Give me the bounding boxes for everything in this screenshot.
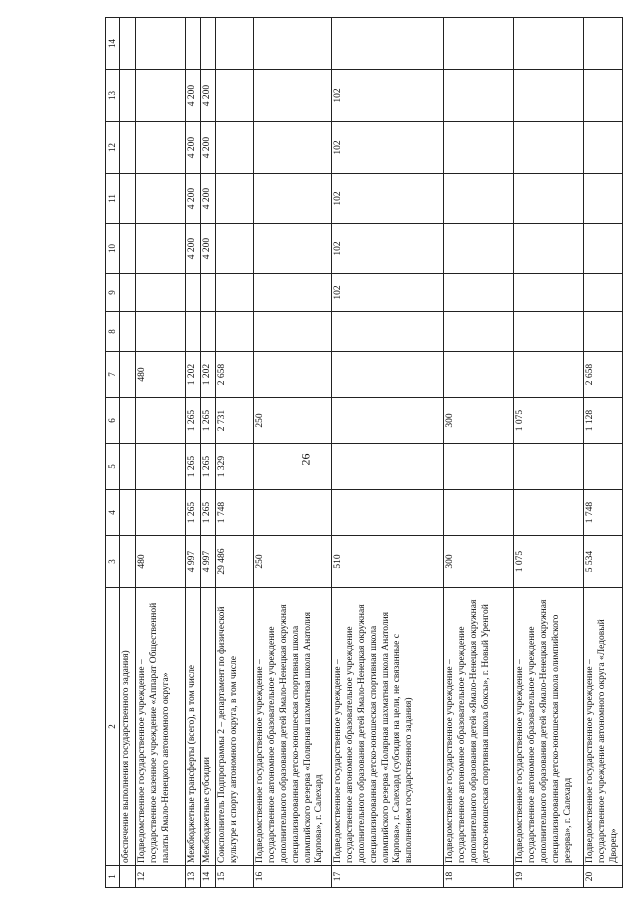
value-cell <box>120 312 136 352</box>
value-cell: 1 265 <box>186 490 201 536</box>
row-name-cell: Подведомственное государственное учреждение – государственное автономное образовательное учреждение дополнительного образования детей «Ямало-Ненецкая окружная детско-юношеская спортивная школа боксы», г. Новый Уренгой <box>444 588 514 866</box>
value-cell <box>514 490 584 536</box>
table-row <box>444 18 514 888</box>
value-cell: 102 <box>332 274 444 312</box>
value-cell <box>120 490 136 536</box>
value-cell <box>444 224 514 274</box>
value-cell <box>514 70 584 122</box>
value-cell: 1 265 <box>201 490 216 536</box>
value-cell: 1 128 <box>584 398 623 444</box>
table-row <box>201 18 216 888</box>
value-cell <box>136 312 186 352</box>
col-header: 5 <box>106 444 120 490</box>
table-row <box>514 18 584 888</box>
value-cell: 4 200 <box>186 122 201 174</box>
col-header: 14 <box>106 18 120 70</box>
value-cell <box>254 444 332 490</box>
value-cell <box>254 274 332 312</box>
value-cell <box>254 224 332 274</box>
value-cell <box>514 18 584 70</box>
value-cell <box>332 490 444 536</box>
value-cell <box>254 490 332 536</box>
value-cell <box>136 398 186 444</box>
value-cell <box>514 224 584 274</box>
value-cell <box>444 122 514 174</box>
value-cell <box>120 122 136 174</box>
value-cell: 1 075 <box>514 536 584 588</box>
value-cell <box>216 224 254 274</box>
table-row <box>216 18 254 888</box>
value-cell <box>136 122 186 174</box>
value-cell <box>444 274 514 312</box>
value-cell <box>216 312 254 352</box>
value-cell <box>514 174 584 224</box>
value-cell <box>216 122 254 174</box>
value-cell <box>120 174 136 224</box>
value-cell <box>514 444 584 490</box>
row-name-cell: Межбюджетные субсидии <box>201 588 216 866</box>
value-cell: 480 <box>136 352 186 398</box>
table-row <box>136 18 186 888</box>
value-cell <box>444 312 514 352</box>
value-cell: 4 200 <box>201 174 216 224</box>
value-cell: 4 997 <box>186 536 201 588</box>
value-cell <box>332 312 444 352</box>
column-number-row <box>106 18 120 888</box>
row-name-cell: Подведомственное государственное учреждение – государственное учреждение автономного округа «Ледовый Дворец» <box>584 588 623 866</box>
value-cell <box>136 274 186 312</box>
col-header: 13 <box>106 70 120 122</box>
row-number-cell: 13 <box>186 866 201 888</box>
row-name-cell: обеспечение выполнения государственного задания) <box>120 588 136 866</box>
value-cell: 1 265 <box>186 444 201 490</box>
col-header: 6 <box>106 398 120 444</box>
row-number-cell: 19 <box>514 866 584 888</box>
value-cell: 2 658 <box>584 352 623 398</box>
value-cell <box>120 536 136 588</box>
value-cell <box>216 174 254 224</box>
value-cell <box>584 122 623 174</box>
value-cell: 4 200 <box>186 70 201 122</box>
value-cell <box>120 224 136 274</box>
value-cell: 4 200 <box>186 224 201 274</box>
value-cell <box>254 174 332 224</box>
value-cell <box>120 352 136 398</box>
value-cell <box>444 490 514 536</box>
value-cell: 1 265 <box>201 444 216 490</box>
value-cell <box>332 18 444 70</box>
value-cell: 1 202 <box>186 352 201 398</box>
value-cell: 4 200 <box>201 224 216 274</box>
value-cell <box>136 70 186 122</box>
col-header: 1 <box>106 866 120 888</box>
value-cell: 300 <box>444 398 514 444</box>
row-name-cell: Соисполнитель Подпрограммы 2 – департамент по физической культуре и спорту автономного округа, в том числе <box>216 588 254 866</box>
value-cell <box>120 18 136 70</box>
value-cell: 4 997 <box>201 536 216 588</box>
col-header: 10 <box>106 224 120 274</box>
value-cell <box>514 274 584 312</box>
value-cell <box>136 18 186 70</box>
value-cell: 2 731 <box>216 398 254 444</box>
row-number-cell: 16 <box>254 866 332 888</box>
value-cell: 4 200 <box>201 122 216 174</box>
value-cell <box>332 352 444 398</box>
value-cell <box>120 70 136 122</box>
value-cell: 1 075 <box>514 398 584 444</box>
row-number-cell: 18 <box>444 866 514 888</box>
value-cell <box>136 224 186 274</box>
value-cell <box>444 352 514 398</box>
table-row <box>120 18 136 888</box>
value-cell: 5 534 <box>584 536 623 588</box>
value-cell <box>120 274 136 312</box>
value-cell <box>120 444 136 490</box>
value-cell <box>332 444 444 490</box>
value-cell <box>254 122 332 174</box>
row-number-cell: 14 <box>201 866 216 888</box>
value-cell <box>584 224 623 274</box>
col-header: 7 <box>106 352 120 398</box>
value-cell <box>186 274 201 312</box>
value-cell: 102 <box>332 122 444 174</box>
row-name-cell: Подведомственное государственное учреждение – государственное автономное образовательное учреждение дополнительного образования детей Ямало-Ненецкая окружная специализированная детско-юношеская спортивная школа олимпийского резерва «Полярная шахматная школа Анатолия Карпова», г. Салехард (субсидия на цели, не связанные с выполнением государственного задания) <box>332 588 444 866</box>
value-cell <box>216 274 254 312</box>
col-header: 3 <box>106 536 120 588</box>
value-cell: 1 748 <box>216 490 254 536</box>
col-header: 2 <box>106 588 120 866</box>
value-cell: 2 658 <box>216 352 254 398</box>
row-name-cell: Подведомственное государственное учреждение – государственное автономное образовательное учреждение дополнительного образования детей Ямало-Ненецкая окружная специализированная детско-юношеская спортивная школа олимпийского резерва «Полярная шахматная школа Анатолия Карпова», г. Салехард <box>254 588 332 866</box>
col-header: 12 <box>106 122 120 174</box>
value-cell <box>584 18 623 70</box>
col-header: 4 <box>106 490 120 536</box>
value-cell <box>254 18 332 70</box>
value-cell <box>332 398 444 444</box>
table-body <box>120 18 622 888</box>
value-cell: 250 <box>254 536 332 588</box>
value-cell: 102 <box>332 70 444 122</box>
value-cell <box>254 312 332 352</box>
value-cell <box>201 312 216 352</box>
value-cell <box>444 70 514 122</box>
page-number: 26 <box>298 453 313 466</box>
value-cell <box>136 174 186 224</box>
value-cell <box>514 122 584 174</box>
value-cell <box>216 18 254 70</box>
value-cell: 1 265 <box>186 398 201 444</box>
value-cell <box>444 18 514 70</box>
value-cell: 4 200 <box>186 174 201 224</box>
value-cell: 102 <box>332 224 444 274</box>
value-cell <box>216 70 254 122</box>
value-cell: 102 <box>332 174 444 224</box>
col-header: 11 <box>106 174 120 224</box>
value-cell <box>186 312 201 352</box>
value-cell: 29 486 <box>216 536 254 588</box>
value-cell <box>254 352 332 398</box>
rotated-table-wrapper <box>105 18 635 888</box>
value-cell <box>201 18 216 70</box>
row-number-cell: 15 <box>216 866 254 888</box>
row-number-cell: 20 <box>584 866 623 888</box>
value-cell <box>584 274 623 312</box>
value-cell <box>584 174 623 224</box>
value-cell <box>254 70 332 122</box>
value-cell: 250 <box>254 398 332 444</box>
value-cell: 1 329 <box>216 444 254 490</box>
value-cell <box>514 352 584 398</box>
row-name-cell: Межбюджетные трансферты (всего), в том числе <box>186 588 201 866</box>
table-row <box>186 18 201 888</box>
value-cell <box>514 312 584 352</box>
value-cell: 4 200 <box>201 70 216 122</box>
value-cell: 1 265 <box>201 398 216 444</box>
row-name-cell: Подведомственное государственное учреждение – государственное казенное учреждение «Аппарат Общественной палаты Ямало-Ненецкого автономного округа» <box>136 588 186 866</box>
value-cell: 1 748 <box>584 490 623 536</box>
value-cell <box>584 444 623 490</box>
value-cell <box>584 70 623 122</box>
row-number-cell: 12 <box>136 866 186 888</box>
value-cell <box>201 274 216 312</box>
table-row <box>584 18 623 888</box>
value-cell: 1 202 <box>201 352 216 398</box>
value-cell <box>444 444 514 490</box>
table-row <box>254 18 332 888</box>
col-header: 8 <box>106 312 120 352</box>
col-header: 9 <box>106 274 120 312</box>
budget-table <box>105 17 623 888</box>
table-row <box>332 18 444 888</box>
value-cell <box>136 490 186 536</box>
value-cell <box>120 398 136 444</box>
value-cell <box>584 312 623 352</box>
row-number-cell <box>120 866 136 888</box>
row-name-cell: Подведомственное государственное учреждение – государственное автономное образовательное учреждение дополнительного образования детей «Ямало-Ненецкая окружная специализированная детско-юношеская школа олимпийского резерва», г. Салехард <box>514 588 584 866</box>
value-cell: 300 <box>444 536 514 588</box>
value-cell: 510 <box>332 536 444 588</box>
row-number-cell: 17 <box>332 866 444 888</box>
value-cell <box>186 18 201 70</box>
value-cell <box>444 174 514 224</box>
value-cell: 480 <box>136 536 186 588</box>
value-cell <box>136 444 186 490</box>
